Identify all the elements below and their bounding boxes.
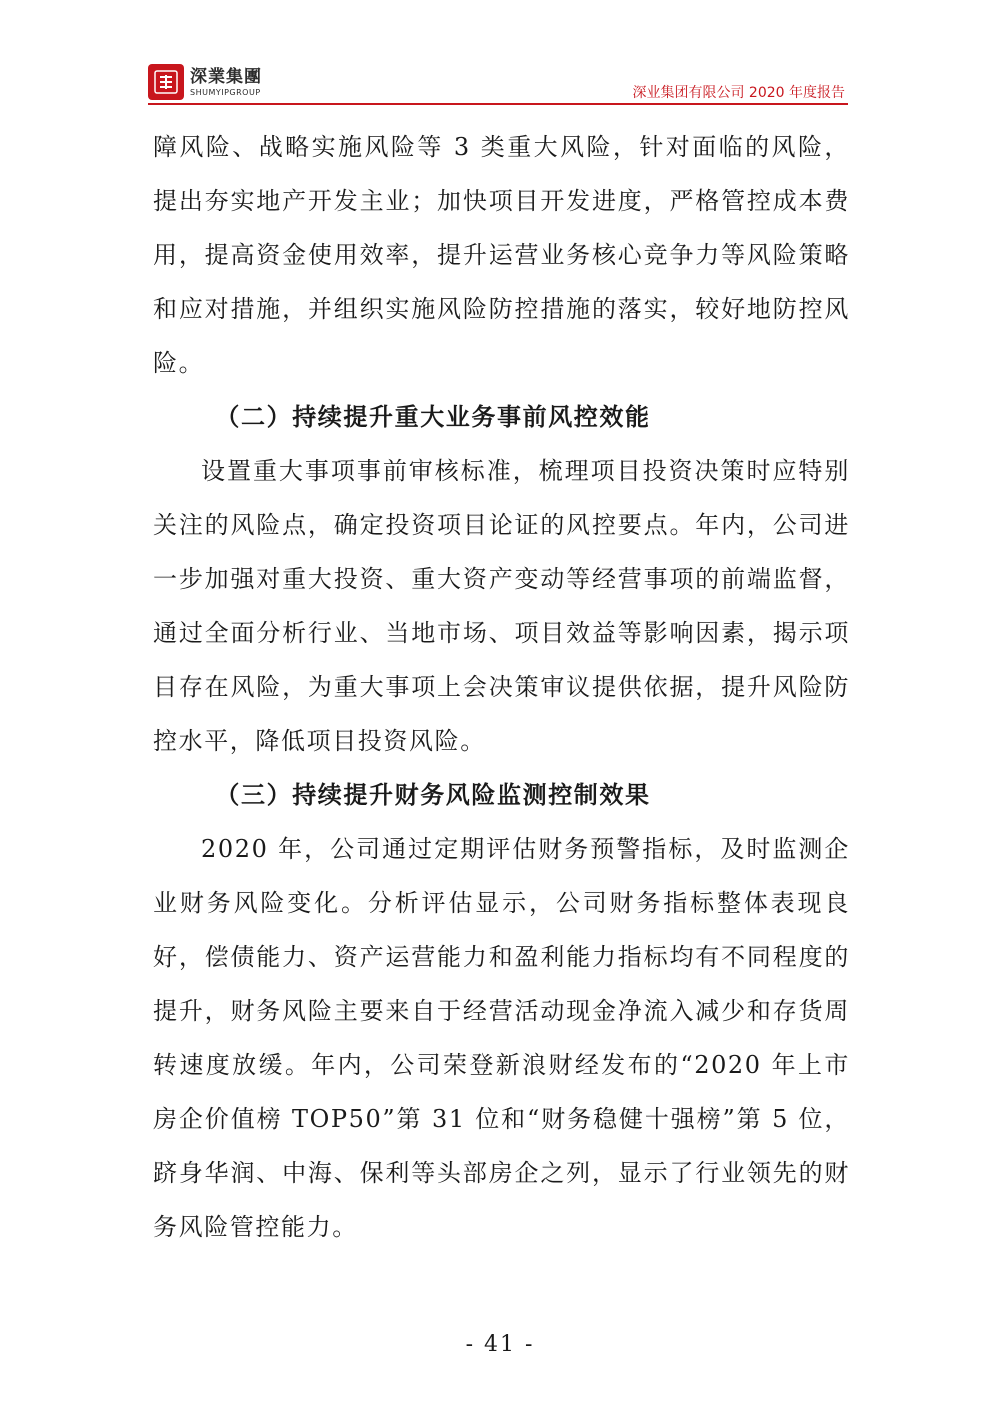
section-heading-2: （二）持续提升重大业务事前风控效能 [215,402,651,431]
report-title: 深业集团有限公司 2020 年度报告 [632,85,845,101]
page-header [0,0,1000,110]
header-divider [148,103,848,105]
logo-english-name: SHUMYIPGROUP [190,87,261,97]
document-body [153,120,850,1254]
paragraph-financial-risk: 2020 年，公司通过定期评估财务预警指标，及时监测企业财务风险变化。分析评估显示，公司财务指标整体表现良好，偿债能力、资产运营能力和盈利能力指标均有不同程度的提升，财务风险主要来自于经营活动现金净流入减少和存货周转速度放缓。年内，公司荣登新浪财经发布的“2020 年上市房企价值榜 TOP50”第 31 位和“财务稳健十强榜”第 5 位，跻身华润、中海、保利等头部房企之列，显示了行业领先的财务风险管控能力。 [153,835,850,1241]
company-logo [148,62,262,102]
logo-chinese-name: 深業集團 [190,66,262,87]
paragraph-pre-review: 设置重大事项事前审核标准，梳理项目投资决策时应特别关注的风险点，确定投资项目论证的风控要点。年内，公司进一步加强对重大投资、重大资产变动等经营事项的前端监督，通过全面分析行业、当地市场、项目效益等影响因素，揭示项目存在风险，为重大事项上会决策审议提供依据，提升风险防控水平，降低项目投资风险。 [153,457,850,755]
page-number: - 41 - [465,1332,535,1357]
section-heading-3: （三）持续提升财务风险监测控制效果 [215,780,651,809]
seal-icon [148,64,184,100]
paragraph-risk-strategy: 障风险、战略实施风险等 3 类重大风险，针对面临的风险，提出夯实地产开发主业；加快项目开发进度，严格管控成本费用，提高资金使用效率，提升运营业务核心竞争力等风险策略和应对措施，并组织实施风险防控措施的落实，较好地防控风险。 [153,133,850,377]
